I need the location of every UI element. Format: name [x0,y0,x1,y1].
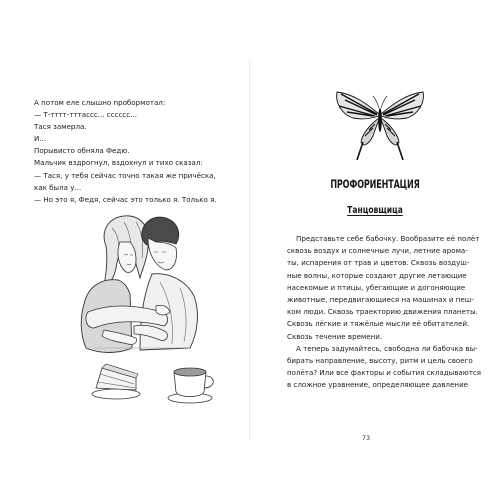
text-line: А теперь задумайтесь, свободна ли бабочка вы- [296,343,478,353]
text-line: насекомые и птицы, убегающие и догоняющие [287,282,466,292]
left-page-text [34,97,239,206]
text-line: как была у... [34,182,82,192]
text-line: — Тася, у тебя сейчас точно такая же причёска, [34,170,216,180]
text-line: Порывисто обняла Федю. [34,146,130,156]
text-line: бирать направление, высоту, ритм и цель своего [287,356,473,366]
text-line: Сквозь лёгкие и тяжёлые мысли её обитателей. [287,319,470,329]
page-number: 73 [361,434,371,442]
text-line: в сложное уравнение, определяющее давление [287,380,469,390]
text-line: Тася замерла. [34,122,87,132]
text-line: Сквозь течение времени. [287,331,383,341]
text-line: ты, испарения от трав и цветов. Сквозь воздуш- [287,258,470,268]
text-line: полёта? Или все факторы и события складываются [287,368,482,378]
text-line: Мальчик вздрогнул, вздохнул и тихо сказал: [34,158,203,168]
right-page-text [287,233,482,392]
text-line: животные, передвигающиеся на машинах и пеш- [287,295,474,305]
text-line: ком люди. Сквозь траекторию движения планеты. [287,307,478,317]
section-title: Танцовщица [347,205,403,216]
text-line: — Но это я, Федя, сейчас это только я. Только я. [34,194,217,204]
text-line: — Т-тттт-тттассс... сссссс... [34,110,137,120]
butterfly-illustration [333,84,427,164]
hugging-teens-illustration [44,208,244,418]
chapter-title: ПРОФОРИЕНТАЦИЯ [330,177,420,191]
text-line: И... [34,134,47,144]
text-line: сквозь воздух и солнечные лучи, летние арома- [287,246,468,256]
text-line: А потом еле слышно пробормотал: [34,98,166,107]
page-gutter [249,60,250,440]
text-line: ные волны, которые создают другие летающие [287,270,467,280]
text-line: Представьте себе бабочку. Вообразите её полёт [296,234,480,243]
